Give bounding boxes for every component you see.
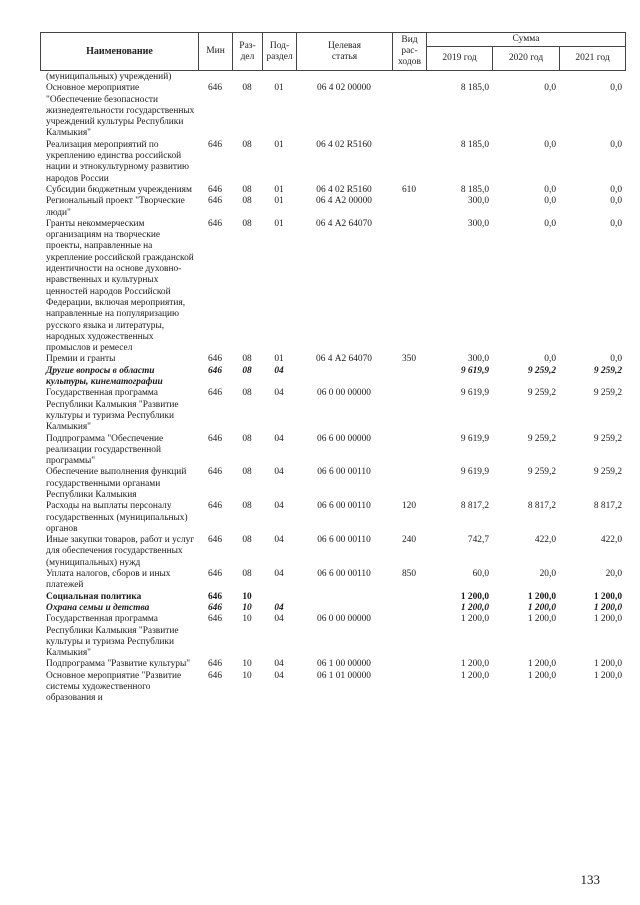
cell-2021: 1 200,0 — [593, 591, 622, 602]
cell-celevaya: 06 6 00 00110 — [317, 501, 371, 512]
table-row — [40, 501, 625, 535]
cell-2021: 422,0 — [600, 535, 622, 546]
cell-2021: 0,0 — [610, 83, 622, 94]
cell-podrazdel: 04 — [274, 501, 284, 512]
table-row — [40, 569, 625, 592]
cell-2020: 1 200,0 — [527, 602, 556, 613]
cell-2021: 9 259,2 — [593, 365, 622, 376]
cell-vid: 350 — [401, 354, 417, 365]
cell-2020: 0,0 — [544, 139, 556, 150]
cell-razdel: 08 — [242, 569, 252, 580]
table-row — [40, 354, 625, 365]
cell-vid — [392, 366, 426, 389]
cell-2021: 1 200,0 — [593, 670, 622, 681]
cell-podrazdel: 04 — [274, 433, 284, 444]
cell-podrazdel: 04 — [274, 388, 284, 399]
cell-celevaya: 06 4 А2 00000 — [316, 196, 372, 207]
cell-celevaya: 06 4 А2 64070 — [316, 354, 372, 365]
header-celevaya: Целевая статья — [297, 33, 393, 71]
cell-podrazdel: 01 — [274, 354, 284, 365]
cell-podrazdel: 04 — [274, 602, 284, 613]
cell-2021: 8 817,2 — [593, 501, 622, 512]
cell-min: 646 — [207, 659, 223, 670]
cell-podrazdel: 04 — [274, 614, 284, 625]
cell-vid — [392, 83, 426, 139]
table-row — [40, 366, 625, 389]
cell-podrazdel: 04 — [274, 467, 284, 478]
cell-min: 646 — [207, 433, 223, 444]
table-header — [40, 32, 626, 71]
cell-name: Основное мероприятие "Развитие системы художественного образования и — [46, 670, 182, 704]
cell-2020: 0,0 — [544, 184, 556, 195]
cell-podrazdel: 01 — [274, 196, 284, 207]
cell-vid — [392, 388, 426, 433]
cell-2021: 1 200,0 — [593, 614, 622, 625]
cell-podrazdel: 04 — [274, 535, 284, 546]
cell-razdel: 08 — [242, 388, 252, 399]
cell-podrazdel: 01 — [274, 83, 284, 94]
cell-name: Обеспечение выполнения функций государственными органами Республики Калмыкия — [46, 467, 187, 500]
table-row — [40, 72, 625, 83]
cell-razdel: 10 — [242, 670, 252, 681]
cell-celevaya: 06 0 00 00000 — [317, 388, 371, 399]
header-podrazdel: Под- раздел — [263, 33, 297, 71]
cell-2019: 8 185,0 — [460, 139, 489, 150]
cell-vid — [392, 140, 426, 185]
cell-min — [198, 72, 232, 83]
cell-name: Другие вопросы в области культуры, кинематографии — [46, 365, 163, 388]
cell-name: Региональный проект "Творческие люди" — [46, 196, 185, 218]
cell-name: Государственная программа Республики Калмыкия "Развитие культуры и туризма Республики Калмыкия" — [46, 388, 179, 433]
cell-razdel: 08 — [242, 433, 252, 444]
cell-2020: 20,0 — [539, 569, 556, 580]
cell-name: Основное мероприятие "Обеспечение безопасности жизнедеятельности государственных учреждений культуры Республики Калмыкия" — [46, 83, 195, 139]
cell-2020: 1 200,0 — [527, 614, 556, 625]
cell-name: Подпрограмма "Развитие культуры" — [46, 659, 191, 670]
cell-2020: 9 259,2 — [527, 467, 556, 478]
cell-razdel: 10 — [242, 602, 252, 613]
cell-vid: 610 — [401, 184, 417, 195]
cell-celevaya — [296, 603, 392, 614]
cell-name: Субсидии бюджетным учреждениям — [46, 184, 192, 195]
cell-2020: 422,0 — [534, 535, 556, 546]
cell-vid — [392, 467, 426, 501]
table-row — [40, 535, 625, 569]
cell-podrazdel: 04 — [274, 670, 284, 681]
table-row — [40, 140, 625, 185]
cell-2019: 9 619,9 — [460, 388, 489, 399]
cell-2021: 20,0 — [605, 569, 622, 580]
cell-podrazdel: 04 — [274, 365, 284, 376]
header-name: Наименование — [41, 33, 199, 71]
cell-2020: 1 200,0 — [527, 659, 556, 670]
cell-min: 646 — [207, 535, 223, 546]
cell-name: Государственная программа Республики Калмыкия "Развитие культуры и туризма Республики Калмыкия" — [46, 614, 179, 659]
cell-min: 646 — [207, 569, 223, 580]
cell-celevaya — [296, 366, 392, 389]
cell-vid — [392, 603, 426, 614]
cell-celevaya: 06 6 00 00110 — [317, 535, 371, 546]
cell-vid — [392, 72, 426, 83]
cell-name: Подпрограмма "Обеспечение реализации государственной программы" — [46, 433, 164, 467]
table-row — [40, 659, 625, 670]
table-row — [40, 614, 625, 659]
cell-name: Гранты некоммерческим организациям на творческие проекты, направленные на укрепление российской гражданской идентичности на основе духовно-нравственных и культурных ценностей народов Российской Федерации, включая мероприятия, направленные на популяризацию русского языка и литературы, народных художественных промыслов и ремесел — [46, 218, 194, 354]
cell-2021: 9 259,2 — [593, 467, 622, 478]
cell-2019: 742,7 — [467, 535, 489, 546]
cell-2019: 1 200,0 — [460, 614, 489, 625]
cell-min: 646 — [207, 354, 223, 365]
cell-vid — [392, 671, 426, 705]
cell-vid: 240 — [401, 535, 417, 546]
cell-2020: 0,0 — [544, 196, 556, 207]
table-row — [40, 388, 625, 433]
cell-2021: 0,0 — [610, 139, 622, 150]
cell-celevaya: 06 4 02 R5160 — [316, 139, 372, 150]
cell-2021: 9 259,2 — [593, 388, 622, 399]
cell-min: 646 — [207, 218, 223, 229]
table-row — [40, 434, 625, 468]
cell-2019: 8 185,0 — [460, 184, 489, 195]
cell-2020: 0,0 — [544, 354, 556, 365]
cell-min: 646 — [207, 670, 223, 681]
cell-2019: 8 185,0 — [460, 83, 489, 94]
cell-name: Премии и гранты — [46, 354, 116, 365]
cell-podrazdel — [262, 72, 296, 83]
table-row — [40, 219, 625, 355]
cell-vid — [392, 659, 426, 670]
header-summa: Сумма — [427, 33, 626, 47]
cell-razdel: 08 — [242, 218, 252, 229]
cell-celevaya: 06 4 02 00000 — [317, 83, 371, 94]
cell-2021: 0,0 — [610, 184, 622, 195]
cell-min: 646 — [207, 501, 223, 512]
cell-2020: 9 259,2 — [527, 388, 556, 399]
cell-podrazdel — [262, 592, 296, 603]
header-razdel: Раз- дел — [233, 33, 263, 71]
cell-razdel: 08 — [242, 535, 252, 546]
cell-min: 646 — [207, 614, 223, 625]
cell-2019: 8 817,2 — [460, 501, 489, 512]
cell-2019: 9 619,9 — [460, 433, 489, 444]
cell-2021: 1 200,0 — [593, 659, 622, 670]
table-row — [40, 671, 625, 705]
cell-min: 646 — [207, 196, 223, 207]
cell-min: 646 — [207, 83, 223, 94]
cell-razdel: 08 — [242, 501, 252, 512]
cell-celevaya: 06 1 01 00000 — [317, 670, 371, 681]
cell-razdel: 10 — [242, 591, 252, 602]
cell-celevaya: 06 6 00 00110 — [317, 569, 371, 580]
cell-min: 646 — [207, 602, 223, 613]
cell-razdel: 10 — [242, 659, 252, 670]
cell-name: Уплата налогов, сборов и иных платежей — [46, 569, 171, 591]
cell-vid — [392, 614, 426, 659]
cell-2019: 60,0 — [472, 569, 489, 580]
table-row — [40, 196, 625, 219]
cell-2020: 9 259,2 — [527, 433, 556, 444]
cell-2019: 300,0 — [467, 218, 489, 229]
cell-vid — [392, 196, 426, 219]
cell-razdel: 10 — [242, 614, 252, 625]
header-2019: 2019 год — [427, 47, 493, 71]
cell-2020: 1 200,0 — [527, 670, 556, 681]
cell-celevaya: 06 0 00 00000 — [317, 614, 371, 625]
cell-2019: 1 200,0 — [460, 591, 489, 602]
cell-celevaya: 06 4 02 R5160 — [316, 184, 372, 195]
cell-razdel: 08 — [242, 184, 252, 195]
budget-table — [40, 72, 625, 705]
cell-podrazdel: 04 — [274, 569, 284, 580]
cell-2019: 300,0 — [467, 196, 489, 207]
cell-celevaya: 06 6 00 00000 — [317, 433, 371, 444]
cell-2019: 9 619,9 — [460, 467, 489, 478]
cell-razdel: 08 — [242, 196, 252, 207]
cell-podrazdel: 01 — [274, 218, 284, 229]
cell-vid — [392, 434, 426, 468]
cell-podrazdel: 01 — [274, 139, 284, 150]
cell-razdel: 08 — [242, 354, 252, 365]
cell-vid: 850 — [401, 569, 417, 580]
cell-2019: 1 200,0 — [460, 602, 489, 613]
header-min: Мин — [199, 33, 233, 71]
table-row — [40, 185, 625, 196]
cell-celevaya: 06 4 А2 64070 — [316, 218, 372, 229]
cell-min: 646 — [207, 139, 223, 150]
cell-2021: 9 259,2 — [593, 433, 622, 444]
cell-razdel: 08 — [242, 467, 252, 478]
cell-celevaya — [296, 592, 392, 603]
cell-2021: 0,0 — [610, 196, 622, 207]
cell-razdel: 08 — [242, 139, 252, 150]
page-number: 133 — [580, 872, 600, 887]
cell-2020: 1 200,0 — [527, 591, 556, 602]
cell-2021 — [559, 72, 625, 83]
table-row — [40, 592, 625, 603]
table-row — [40, 467, 625, 501]
cell-podrazdel: 01 — [274, 184, 284, 195]
cell-min: 646 — [207, 184, 223, 195]
cell-2019: 300,0 — [467, 354, 489, 365]
cell-name: Иные закупки товаров, работ и услуг для обеспечения государственных (муниципальных) нужд — [46, 535, 195, 568]
cell-min: 646 — [207, 467, 223, 478]
header-2021: 2021 год — [560, 47, 626, 71]
cell-2021: 0,0 — [610, 354, 622, 365]
cell-min: 646 — [207, 591, 223, 602]
cell-2021: 0,0 — [610, 218, 622, 229]
cell-2021: 1 200,0 — [593, 602, 622, 613]
table-row — [40, 603, 625, 614]
cell-min: 646 — [207, 388, 223, 399]
cell-razdel: 08 — [242, 83, 252, 94]
cell-celevaya — [296, 72, 392, 83]
cell-name: Охрана семьи и детства — [46, 602, 150, 613]
cell-razdel: 08 — [242, 365, 252, 376]
cell-razdel — [232, 72, 262, 83]
cell-vid — [392, 592, 426, 603]
cell-2020 — [492, 72, 559, 83]
cell-celevaya: 06 1 00 00000 — [317, 659, 371, 670]
cell-2020: 0,0 — [544, 83, 556, 94]
cell-2019: 9 619,9 — [460, 365, 489, 376]
header-2020: 2020 год — [493, 47, 560, 71]
cell-2020: 9 259,2 — [527, 365, 556, 376]
table-row — [40, 83, 625, 139]
header-vid: Вид рас- ходов — [393, 33, 427, 71]
cell-2020: 0,0 — [544, 218, 556, 229]
cell-podrazdel: 04 — [274, 659, 284, 670]
cell-2020: 8 817,2 — [527, 501, 556, 512]
cell-name: Реализация мероприятий по укреплению единства российской нации и этнокультурному развитию народов России — [46, 139, 190, 184]
cell-2019: 1 200,0 — [460, 659, 489, 670]
cell-name: Социальная политика — [46, 591, 142, 602]
cell-2019: 1 200,0 — [460, 670, 489, 681]
cell-name: (муниципальных) учреждений) — [46, 72, 172, 82]
cell-min: 646 — [207, 365, 223, 376]
cell-vid — [392, 219, 426, 355]
cell-name: Расходы на выплаты персоналу государственных (муниципальных) органов — [46, 501, 188, 534]
cell-vid: 120 — [401, 501, 417, 512]
cell-celevaya: 06 6 00 00110 — [317, 467, 371, 478]
cell-2019 — [426, 72, 492, 83]
